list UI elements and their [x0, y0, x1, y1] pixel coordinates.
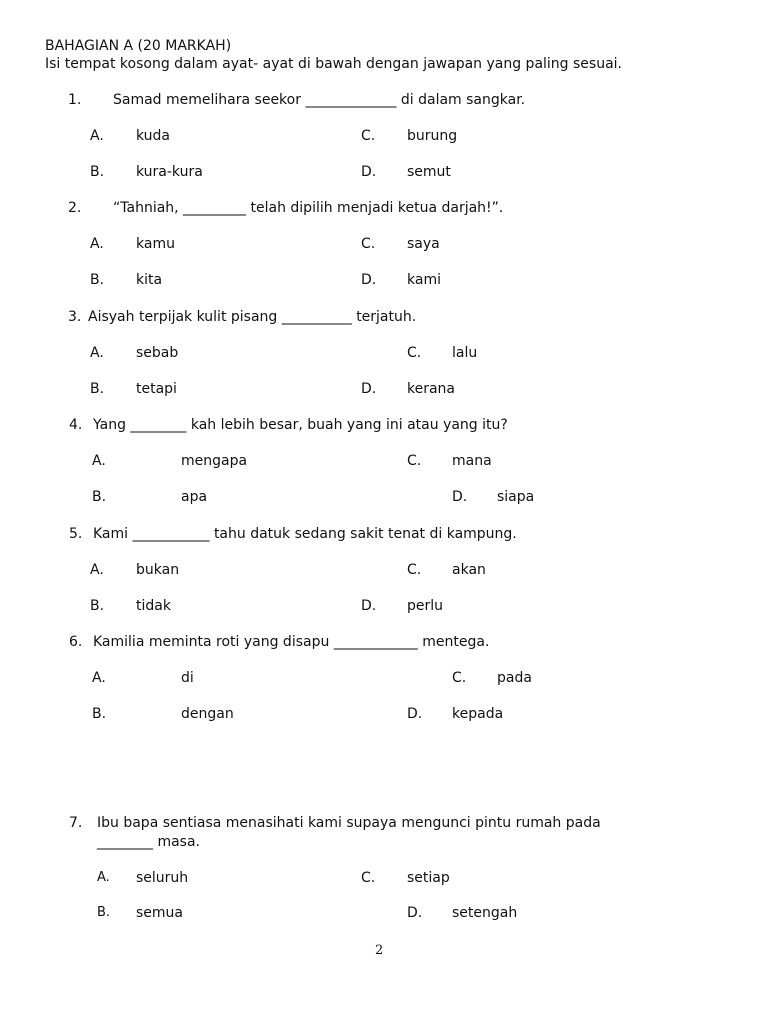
option-a-letter: A.	[90, 236, 104, 252]
option-d-text: setengah	[452, 905, 518, 921]
option-d-letter: D.	[361, 164, 377, 180]
option-b-letter: B.	[97, 905, 111, 920]
question-number: 2.	[68, 200, 82, 216]
question-number: 6.	[69, 634, 83, 650]
question-text: Samad memelihara seekor _____________ di dalam sangkar.	[113, 92, 526, 108]
option-d-text: kepada	[452, 706, 504, 722]
question-text: Kami ___________ tahu datuk sedang sakit tenat di kampung.	[93, 526, 517, 542]
option-a-text: di	[181, 670, 194, 686]
page-number: 2	[375, 943, 384, 958]
option-b-letter: B.	[92, 489, 107, 505]
option-d-text: siapa	[497, 489, 535, 505]
option-a-letter: A.	[92, 453, 106, 469]
question-number: 1.	[68, 92, 82, 108]
option-c-text: lalu	[452, 345, 478, 361]
option-b-text: kura-kura	[136, 164, 203, 180]
question-number: 3.	[68, 309, 82, 325]
option-c-letter: C.	[361, 870, 376, 886]
option-d-letter: D.	[407, 905, 423, 921]
section-title: BAHAGIAN A (20 MARKAH)	[45, 38, 232, 54]
option-b-letter: B.	[92, 706, 107, 722]
option-b-letter: B.	[90, 272, 105, 288]
option-b-text: kita	[136, 272, 163, 288]
option-b-text: tidak	[136, 598, 171, 614]
option-b-text: tetapi	[136, 381, 177, 397]
option-b-letter: B.	[90, 164, 105, 180]
option-c-text: burung	[407, 128, 458, 144]
option-c-text: setiap	[407, 870, 450, 886]
option-a-text: bukan	[136, 562, 180, 578]
option-c-text: saya	[407, 236, 440, 252]
option-c-text: pada	[497, 670, 532, 686]
section-instruction: Isi tempat kosong dalam ayat- ayat di bawah dengan jawapan yang paling sesuai.	[45, 56, 623, 72]
option-d-letter: D.	[407, 706, 423, 722]
option-b-letter: B.	[90, 381, 105, 397]
option-b-text: dengan	[181, 706, 234, 722]
option-a-letter: A.	[90, 562, 104, 578]
option-a-letter: A.	[97, 870, 110, 885]
question-text: Kamilia meminta roti yang disapu ____________ mentega.	[93, 634, 490, 650]
option-a-text: sebab	[136, 345, 179, 361]
question-text-line-2: ________ masa.	[97, 834, 200, 850]
option-c-letter: C.	[407, 562, 422, 578]
option-c-letter: C.	[361, 128, 376, 144]
option-a-text: mengapa	[181, 453, 248, 469]
option-a-text: seluruh	[136, 870, 189, 886]
question-number: 4.	[69, 417, 83, 433]
option-d-letter: D.	[452, 489, 468, 505]
option-b-text: semua	[136, 905, 183, 921]
option-c-letter: C.	[452, 670, 467, 686]
question-text: “Tahniah, _________ telah dipilih menjadi ketua darjah!”.	[113, 200, 504, 216]
option-a-letter: A.	[90, 345, 104, 361]
option-d-letter: D.	[361, 272, 377, 288]
option-b-letter: B.	[90, 598, 105, 614]
option-c-letter: C.	[361, 236, 376, 252]
question-number: 5.	[69, 526, 83, 542]
option-a-text: kuda	[136, 128, 171, 144]
question-number: 7.	[69, 815, 83, 831]
question-text: Yang ________ kah lebih besar, buah yang ini atau yang itu?	[93, 417, 508, 433]
question-text: Aisyah terpijak kulit pisang __________ terjatuh.	[88, 309, 417, 325]
option-a-letter: A.	[92, 670, 106, 686]
option-d-text: semut	[407, 164, 451, 180]
option-d-text: perlu	[407, 598, 444, 614]
option-d-text: kami	[407, 272, 441, 288]
option-d-letter: D.	[361, 381, 377, 397]
option-d-letter: D.	[361, 598, 377, 614]
option-b-text: apa	[181, 489, 208, 505]
option-c-text: mana	[452, 453, 492, 469]
option-d-text: kerana	[407, 381, 456, 397]
option-c-letter: C.	[407, 345, 422, 361]
option-c-letter: C.	[407, 453, 422, 469]
option-a-letter: A.	[90, 128, 104, 144]
option-a-text: kamu	[136, 236, 175, 252]
option-c-text: akan	[452, 562, 486, 578]
question-text-line-1: Ibu bapa sentiasa menasihati kami supaya mengunci pintu rumah pada	[97, 815, 601, 831]
